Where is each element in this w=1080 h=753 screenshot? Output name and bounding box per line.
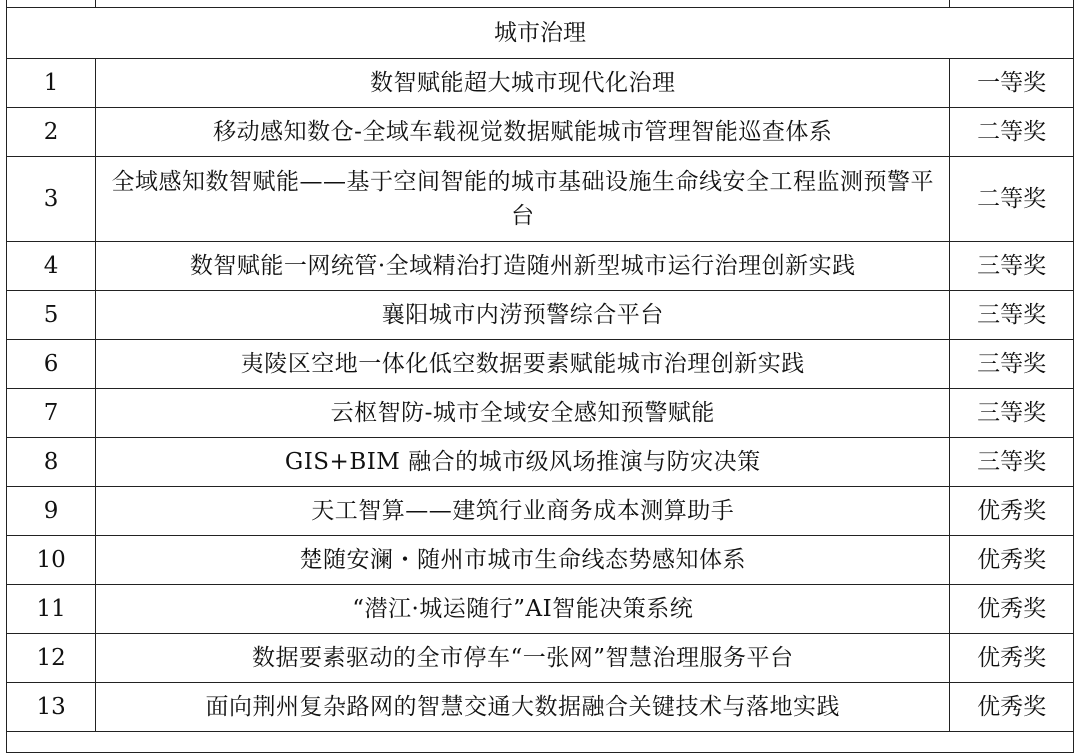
award-table-body — [7, 0, 1074, 753]
project-name: 数据要素驱动的全市停车“一张网”智慧治理服务平台 — [96, 634, 950, 683]
table-row — [7, 536, 1074, 585]
project-name: 天工智算——建筑行业商务成本测算助手 — [96, 487, 950, 536]
award-level: 优秀奖 — [950, 487, 1074, 536]
row-number: 6 — [7, 340, 96, 389]
table-row — [7, 291, 1074, 340]
award-level: 优秀奖 — [950, 585, 1074, 634]
table-row — [7, 157, 1074, 242]
row-number: 7 — [7, 389, 96, 438]
table-row — [7, 389, 1074, 438]
table-row — [7, 487, 1074, 536]
award-level: 优秀奖 — [950, 634, 1074, 683]
row-number: 2 — [7, 108, 96, 157]
table-row — [7, 108, 1074, 157]
project-name: 全域感知数智赋能——基于空间智能的城市基础设施生命线安全工程监测预警平台 — [96, 157, 950, 242]
project-name: 数智赋能超大城市现代化治理 — [96, 59, 950, 108]
row-number: 5 — [7, 291, 96, 340]
table-row — [7, 634, 1074, 683]
row-number: 1 — [7, 59, 96, 108]
project-name: “潜江·城运随行”AI智能决策系统 — [96, 585, 950, 634]
table-bottom-stub-cell — [7, 732, 1074, 753]
table-top-stub-cell — [96, 0, 950, 8]
award-level: 二等奖 — [950, 108, 1074, 157]
award-level: 三等奖 — [950, 389, 1074, 438]
row-number: 4 — [7, 242, 96, 291]
project-name: 夷陵区空地一体化低空数据要素赋能城市治理创新实践 — [96, 340, 950, 389]
project-name: 楚随安澜・随州市城市生命线态势感知体系 — [96, 536, 950, 585]
section-title: 城市治理 — [7, 8, 1074, 59]
table-row — [7, 242, 1074, 291]
award-level: 三等奖 — [950, 242, 1074, 291]
project-name: 云枢智防-城市全域安全感知预警赋能 — [96, 389, 950, 438]
award-table — [6, 0, 1074, 753]
award-level: 二等奖 — [950, 157, 1074, 242]
table-top-stub-cell — [950, 0, 1074, 8]
table-row — [7, 340, 1074, 389]
award-level: 一等奖 — [950, 59, 1074, 108]
project-name: GIS+BIM 融合的城市级风场推演与防灾决策 — [96, 438, 950, 487]
row-number: 3 — [7, 157, 96, 242]
table-row — [7, 683, 1074, 732]
project-name: 襄阳城市内涝预警综合平台 — [96, 291, 950, 340]
row-number: 10 — [7, 536, 96, 585]
award-level: 优秀奖 — [950, 683, 1074, 732]
project-name: 数智赋能一网统管·全域精治打造随州新型城市运行治理创新实践 — [96, 242, 950, 291]
project-name: 移动感知数仓-全域车载视觉数据赋能城市管理智能巡查体系 — [96, 108, 950, 157]
row-number: 9 — [7, 487, 96, 536]
row-number: 8 — [7, 438, 96, 487]
section-header-row — [7, 8, 1074, 59]
project-name: 面向荆州复杂路网的智慧交通大数据融合关键技术与落地实践 — [96, 683, 950, 732]
table-row — [7, 585, 1074, 634]
table-row — [7, 59, 1074, 108]
table-top-stub-cell — [7, 0, 96, 8]
row-number: 12 — [7, 634, 96, 683]
award-level: 三等奖 — [950, 438, 1074, 487]
table-bottom-stub-row — [7, 732, 1074, 753]
award-level: 三等奖 — [950, 291, 1074, 340]
table-top-stub-row — [7, 0, 1074, 8]
award-level: 三等奖 — [950, 340, 1074, 389]
row-number: 11 — [7, 585, 96, 634]
row-number: 13 — [7, 683, 96, 732]
table-row — [7, 438, 1074, 487]
award-level: 优秀奖 — [950, 536, 1074, 585]
